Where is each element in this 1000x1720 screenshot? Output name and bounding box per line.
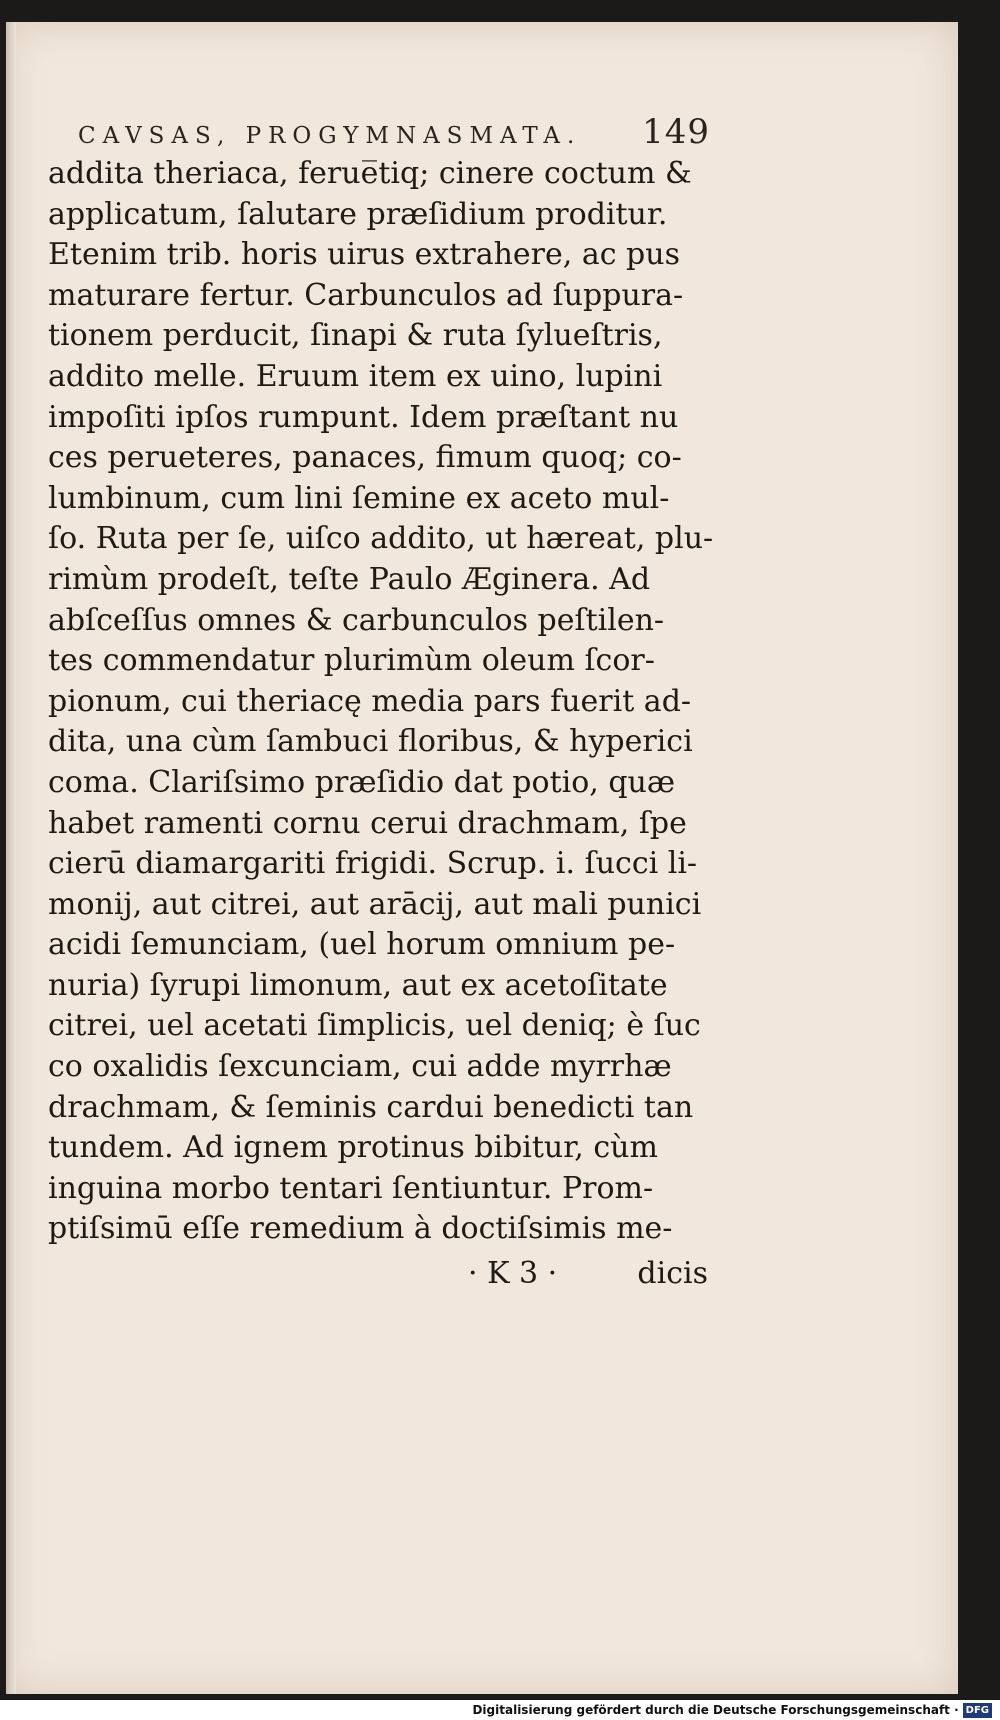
text-line: tundem. Ad ignem protinus bibitur, cùm xyxy=(48,1130,658,1166)
page-number: 149 xyxy=(642,112,710,152)
text-line: acidi ſemunciam, (uel horum omnium pe- xyxy=(48,927,676,963)
scan-credit xyxy=(472,1700,992,1720)
text-line: pionum, cui theriacę media pars fuerit ad- xyxy=(48,683,692,719)
running-head-title: CAVSAS, PROGYMNASMATA. xyxy=(78,123,582,149)
text-line: Etenim trib. horis uirus extrahere, ac pus xyxy=(48,237,680,273)
catchword: dicis xyxy=(637,1256,708,1291)
page-edge xyxy=(6,22,16,1694)
text-line: impoſiti ipſos rumpunt. Idem præſtant nu xyxy=(48,399,679,435)
text-line: tionem perducit, ſinapi & ruta ſylueſtris, xyxy=(48,318,663,354)
text-line: ſo. Ruta per ſe, uiſco addito, ut hæreat, plu- xyxy=(48,521,714,557)
text-line: drachmam, & ſeminis cardui benedicti tan xyxy=(48,1089,694,1125)
text-line: coma. Clariſsimo præſidio dat potio, quæ xyxy=(48,764,676,800)
dfg-logo: DFG xyxy=(963,1703,992,1718)
running-head xyxy=(78,112,710,152)
text-line: maturare fertur. Carbunculos ad ſuppura- xyxy=(48,277,684,313)
text-line: lumbinum, cum lini ſemine ex aceto mul- xyxy=(48,480,670,516)
text-line: citrei, uel acetati ſimplicis, uel deniq; è ſuc xyxy=(48,1008,701,1044)
body-text xyxy=(48,154,728,1250)
book-page xyxy=(6,22,958,1694)
text-line: addita theriaca, ferue̅tiq; cinere coctum & xyxy=(48,156,692,191)
text-line: cierū diamargariti frigidi. Scrup. i. ſucci li- xyxy=(48,846,698,882)
text-line: co oxalidis ſexcunciam, cui adde myrrhæ xyxy=(48,1049,672,1085)
text-line: tes commendatur plurimùm oleum ſcor- xyxy=(48,643,655,679)
text-line: inguina morbo tentari ſentiuntur. Prom- xyxy=(48,1170,654,1206)
scan-credit-text: Digitalisierung gefördert durch die Deutsche Forschungsgemeinschaft · xyxy=(472,1703,959,1717)
text-line: habet ramenti cornu cerui drachmam, ſpe xyxy=(48,805,687,841)
text-line: rimùm prodeſt, teſte Paulo Æginera. Ad xyxy=(48,561,651,597)
text-line: addito melle. Eruum item ex uino, lupini xyxy=(48,358,663,394)
text-line: ptiſsimū eſſe remedium à doctiſsimis me- xyxy=(48,1211,673,1247)
text-line: nuria) ſyrupi limonum, aut ex acetoſitate xyxy=(48,967,668,1003)
text-line: monij, aut citrei, aut arācij, aut mali punici xyxy=(48,886,702,922)
text-line: abſceſſus omnes & carbunculos peſtilen- xyxy=(48,602,665,638)
page-footer-line xyxy=(48,1256,708,1296)
text-line: ces perueteres, panaces, fimum quoq; co- xyxy=(48,440,682,476)
text-line: dita, una cùm ſambuci floribus, & hyperici xyxy=(48,724,693,760)
text-line: applicatum, ſalutare præſidium proditur. xyxy=(48,196,668,232)
signature-mark: · K 3 · xyxy=(468,1256,558,1291)
